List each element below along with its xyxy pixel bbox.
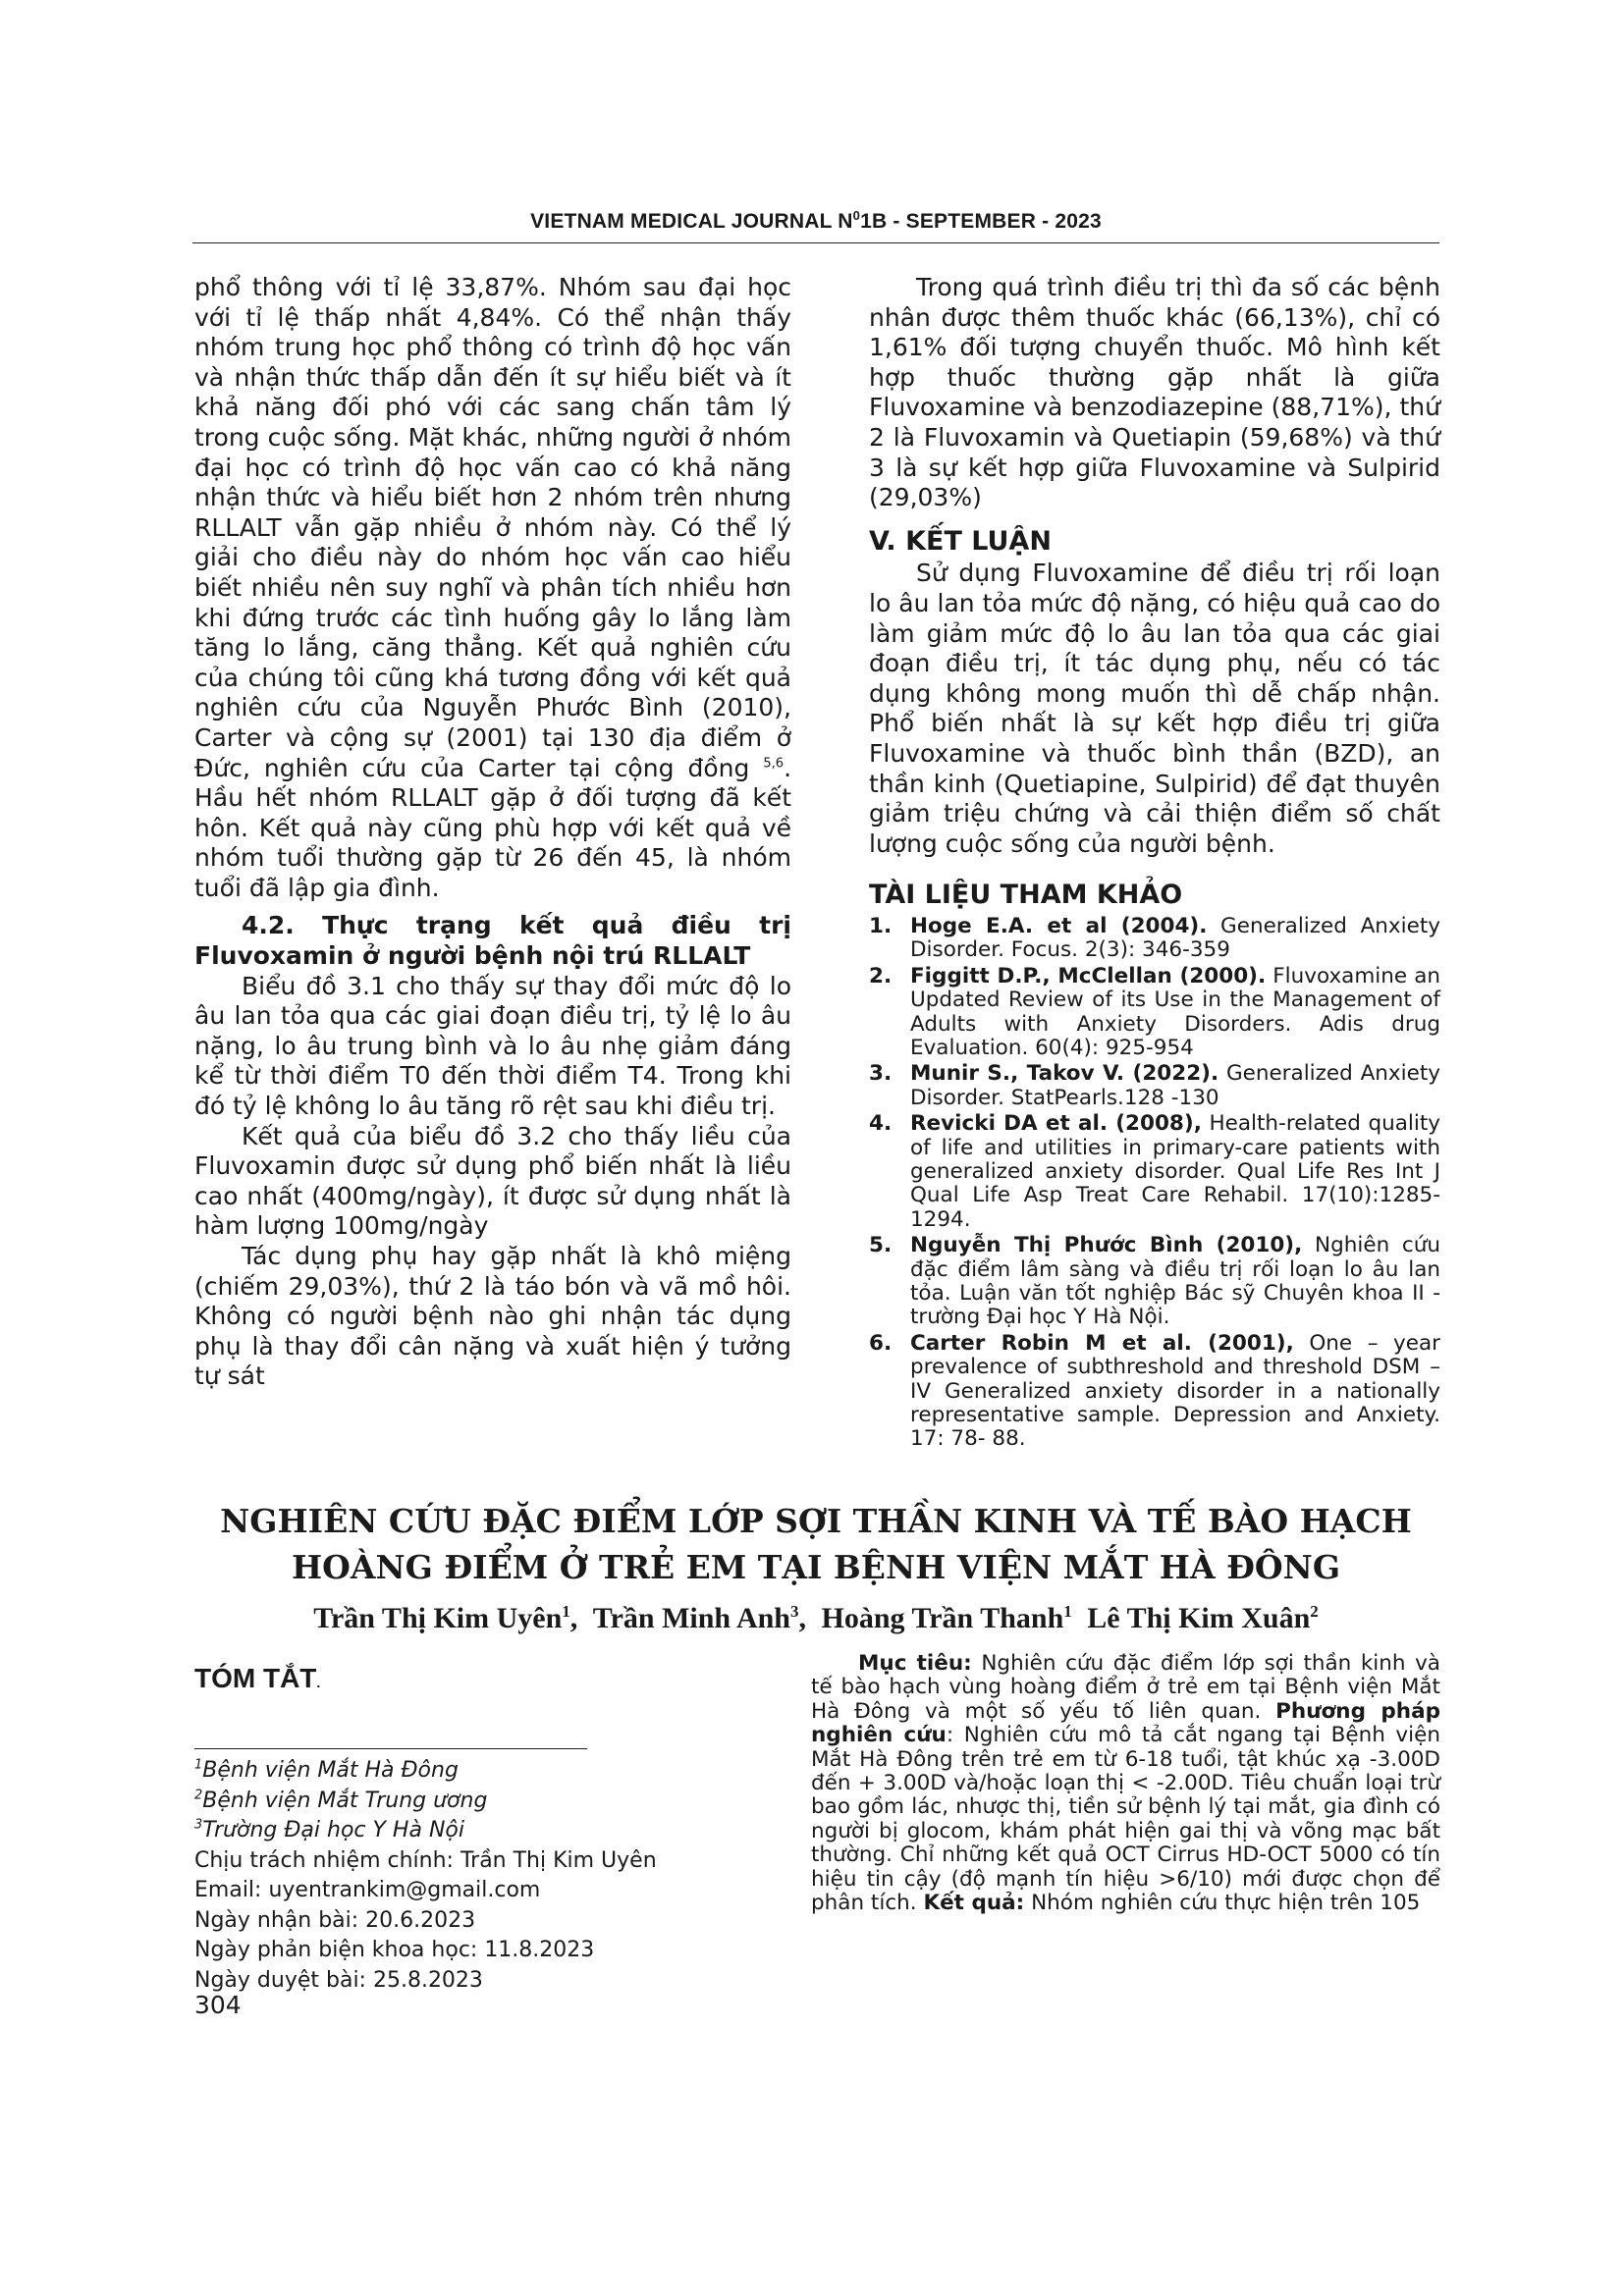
paragraph-conclusion: Sử dụng Fluvoxamine để điều trị rối loạn lo âu lan tỏa mức độ nặng, có hiệu quả cao do làm giảm mức độ lo âu lan tỏa qua các giai đoạn điều trị, ít tác dụng phụ, nếu có tác dụng không mong muốn thì dễ chấp nhận. Phổ biến nhất là sự kết hợp điều trị giữa Fluvoxamine và thuốc bình thần (BZD), an thần kinh (Quetiapine, Sulpirid) để đạt thuyên giảm triệu chứng và cải thiện điểm số chất lượng cuộc sống của người bệnh. [869, 559, 1440, 858]
paragraph-side-effects: Tác dụng phụ hay gặp nhất là khô miệng (chiếm 29,03%), thứ 2 là táo bón và vã mồ hôi. Không có người bệnh nào ghi nhận tác dụng phụ là thay đổi cân nặng và xuất hiện ý tưởng tự sát [194, 1242, 791, 1391]
corresponding-author: Chịu trách nhiệm chính: Trần Thị Kim Uyên [194, 1847, 657, 1873]
section-heading-conclusion: V. KẾT LUẬN [869, 525, 1052, 557]
section-heading-4-2: 4.2. Thực trạng kết quả điều trị Fluvoxamin ở người bệnh nội trú RLLALT [194, 911, 791, 971]
contact-email: Email: uyentrankim@gmail.com [194, 1878, 541, 1902]
reference-item: 3. Munir S., Takov V. (2022). Generalized Anxiety Disorder. StatPearls.128 -130 [869, 1061, 1441, 1110]
author: Trần Thị Kim Uyên$^1$, [313, 1602, 578, 1634]
accepted-date: Ngày duyệt bài: 25.8.2023 [194, 1967, 483, 1993]
affiliation: $^1$Bệnh viện Mắt Hà Đông [194, 1757, 459, 1783]
reference-item: 2. Figgitt D.P., McClellan (2000). Fluvoxamine an Updated Review of its Use in the Management of Adults with Anxiety Disorders. Adis drug Evaluation. 60(4): 925-954 [869, 963, 1440, 1060]
reference-item: 4. Revicki DA et al. (2008), Health-related quality of life and utilities in primary-care patients with generalized anxiety disorder. Qual Life Res Int J Qual Life Asp Treat Care Rehabil. 17(10):1285-1294. [869, 1111, 1440, 1232]
discussion-paragraph: phổ thông với tỉ lệ 33,87%. Nhóm sau đại học với tỉ lệ thấp nhất 4,84%. Có thể nhận thấy nhóm trung học phổ thông có trình độ học vấn và nhận thức thấp dẫn đến ít sự hiểu biết và ít khả năng đối phó với các sang chấn tâm lý trong cuộc sống. Mặt khác, những người ở nhóm đại học có trình độ học vấn cao có khả năng nhận thức và hiểu biết hơn 2 nhóm trên nhưng RLLALT vẫn gặp nhiều ở nhóm này. Có thể lý giải cho điều này do nhóm học vấn cao hiểu biết nhiều nên suy nghĩ và phân tích nhiều hơn khi đứng trước các tình huống gây lo lắng làm tăng lo lắng, căng thẳng. Kết quả nghiên cứu của chúng tôi cũng khá tương đồng với kết quả nghiên cứu của Nguyễn Phước Bình (2010), Carter và cộng sự (2001) tại 130 địa điểm ở Đức, nghiên cứu của Carter tại cộng đồng $^{5,6}$. Hầu hết nhóm RLLALT gặp ở đối tượng đã kết hôn. Kết quả này cũng phù hợp với kết quả về nhóm tuổi thường gặp từ 26 đến 45, là nhóm tuổi đã lập gia đình. [194, 273, 792, 902]
review-date: Ngày phản biện khoa học: 11.8.2023 [194, 1938, 595, 1962]
author-list [192, 1602, 1439, 1635]
footnotes [194, 1756, 744, 1996]
paragraph-chart-3-1: Biểu đồ 3.1 cho thấy sự thay đổi mức độ lo âu lan tỏa qua các giai đoạn điều trị, tỷ lệ lo âu nặng, lo âu trung bình và lo âu nhẹ giảm đáng kể từ thời điểm T0 đến thời điểm T4. Trong khi đó tỷ lệ không lo âu tăng rõ rệt sau khi điều trị. [194, 971, 791, 1121]
references-list [869, 915, 1440, 1452]
article-title-line: NGHIÊN CỨU ĐẶC ĐIỂM LỚP SỢI THẦN KINH VÀ TẾ BÀO HẠCH [220, 1502, 1412, 1540]
reference-item: 6. Carter Robin M et al. (2001), One – year prevalence of subthreshold and threshold DSM – IV Generalized anxiety disorder in a nationally representative sample. Depression and Anxiety. 17: 78- 88. [869, 1330, 1440, 1452]
paragraph-drug-combination: Trong quá trình điều trị thì đa số các bệnh nhân được thêm thuốc khác (66,13%), chỉ có 1,61% đối tượng chuyển thuốc. Mô hình kết hợp thuốc thường gặp nhất là giữa Fluvoxamine và benzodiazepine (88,71%), thứ 2 là Fluvoxamin và Quetiapin (59,68%) và thứ 3 là sự kết hợp giữa Fluvoxamine và Sulpirid (29,03%) [869, 273, 1440, 512]
article-title [192, 1498, 1439, 1590]
affiliation: $^2$Bệnh viện Mắt Trung ương [194, 1788, 488, 1813]
author: Lê Thị Kim Xuân$^2$ [1087, 1602, 1319, 1634]
summary-heading: TÓM TẮT. [194, 1663, 321, 1693]
footnote-divider [194, 1748, 587, 1749]
affiliation: $^3$Trường Đại học Y Hà Nội [194, 1817, 464, 1842]
paragraph-chart-3-2: Kết quả của biểu đồ 3.2 cho thấy liều của Fluvoxamin được sử dụng phổ biến nhất là liều cao nhất (400mg/ngày), ít được sử dụng nhất là hàm lượng 100mg/ngày [194, 1121, 791, 1241]
right-column [869, 273, 1440, 1454]
page-number: 304 [194, 1991, 242, 2019]
journal-header: VIETNAM MEDICAL JOURNAL $N^01B$ - SEPTEMBER - 2023 [192, 210, 1439, 243]
references-heading: TÀI LIỆU THAM KHẢO [869, 880, 1183, 911]
left-column [194, 273, 791, 1392]
article-title-line: HOÀNG ĐIỂM Ở TRẺ EM TẠI BỆNH VIỆN MẮT HÀ ĐÔNG [291, 1548, 1341, 1586]
author: Hoàng Trần Thanh$^1$ [821, 1602, 1072, 1634]
received-date: Ngày nhận bài: 20.6.2023 [194, 1907, 476, 1933]
author: Trần Minh Anh$^3$, [592, 1602, 806, 1634]
abstract: Mục tiêu: Nghiên cứu đặc điểm lớp sợi thần kinh và tế bào hạch vùng hoàng điểm ở trẻ em tại Bệnh viện Mắt Hà Đông và một số yếu tố liên quan. Phương pháp nghiên cứu: Nghiên cứu mô tả cắt ngang tại Bệnh viện Mắt Hà Đông trên trẻ em từ 6-18 tuổi, tật khúc xạ -3.00D đến + 3.00D và/hoặc loạn thị < -2.00D. Tiêu chuẩn loại trừ bao gồm lác, nhược thị, tiền sử bệnh lý tại mắt, gia đình có người bị glocom, khám phát hiện gai thị và võng mạc bất thường. Chỉ những kết quả OCT Cirrus HD-OCT 5000 có tín hiệu tin cậy (độ mạnh tín hiệu >6/10) mới được chọn để phân tích. Kết quả: Nhóm nghiên cứu thực hiện trên 105 [811, 1651, 1441, 1916]
reference-item: 5. Nguyễn Thị Phước Bình (2010), Nghiên cứu đặc điểm lâm sàng và điều trị rối loạn lo âu lan tỏa. Luận văn tốt nghiệp Bác sỹ Chuyên khoa II - trường Đại học Y Hà Nội. [869, 1233, 1440, 1330]
reference-item: 1. Hoge E.A. et al (2004). Generalized Anxiety Disorder. Focus. 2(3): 346-359 [869, 913, 1440, 963]
